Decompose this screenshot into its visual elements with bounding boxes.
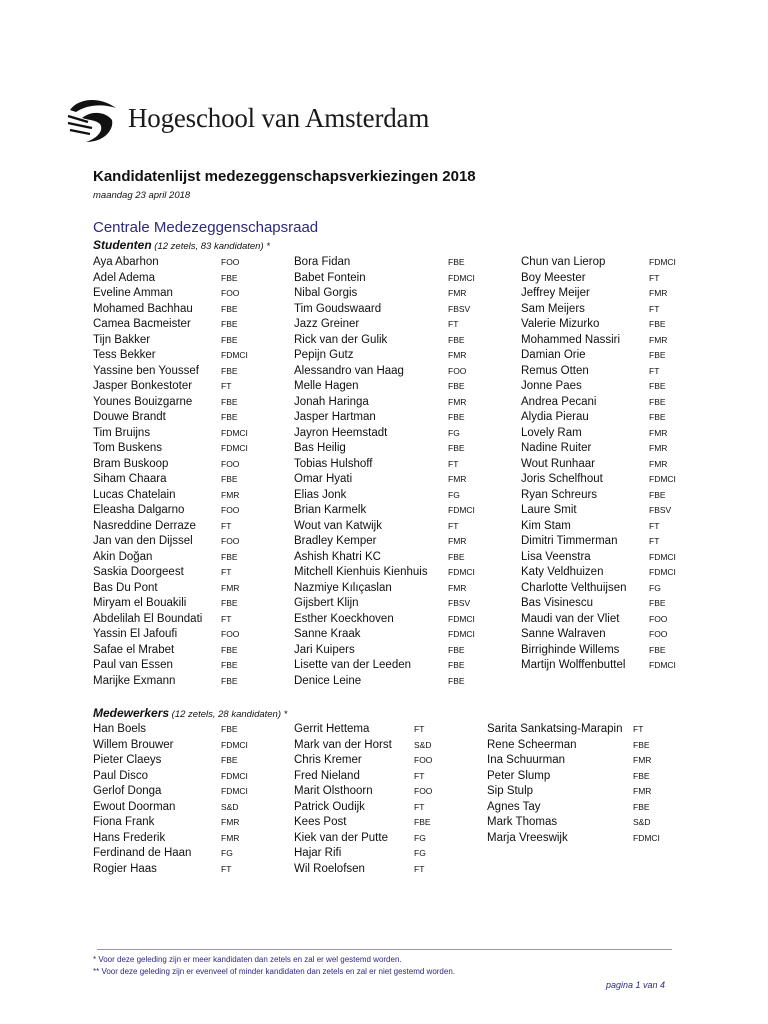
faculty-code: FT	[414, 863, 425, 874]
faculty-code: FT	[221, 520, 232, 531]
candidate-name: Bradley Kemper	[294, 535, 377, 547]
faculty-code: FBE	[221, 660, 238, 670]
faculty-code: FBE	[221, 755, 238, 765]
faculty-code: FG	[649, 582, 661, 593]
candidate-name: Jan van den Dijssel	[93, 535, 193, 547]
candidate-name: Lisette van der Leeden	[294, 659, 412, 671]
faculty-code: FBE	[221, 474, 238, 484]
candidate-name: Gerlof Donga	[93, 785, 162, 797]
candidate-name: Dimitri Timmerman	[521, 535, 618, 547]
faculty-code: FMR	[448, 396, 467, 407]
candidate-name: Alessandro van Haag	[294, 364, 404, 377]
faculty-code: FBE	[448, 443, 465, 453]
candidate-name: Jari Kuipers	[294, 643, 355, 656]
candidate-name: Aya Abarhon	[93, 256, 159, 268]
students-note: (12 zetels, 83 kandidaten) *	[151, 241, 270, 252]
students-label: Studenten	[93, 238, 152, 252]
faculty-code: FDMCI	[649, 660, 676, 670]
faculty-code: FBE	[649, 412, 666, 422]
faculty-code: FG	[448, 489, 460, 500]
candidate-name: Mark Thomas	[487, 816, 558, 828]
candidate-name: Yassine ben Youssef	[93, 364, 199, 377]
candidate-name: Bas Visinescu	[521, 597, 594, 609]
candidate-name: Paul Disco	[93, 769, 148, 782]
candidate-name: Rogier Haas	[93, 862, 157, 875]
faculty-code: FG	[448, 427, 460, 438]
candidate-name: Chris Kremer	[294, 754, 362, 766]
candidate-name: Kim Stam	[521, 519, 571, 532]
faculty-code: FMR	[448, 536, 467, 546]
candidate-name: Hajar Rifi	[294, 847, 342, 859]
faculty-code: FMR	[448, 474, 467, 484]
candidate-name: Martijn Wolffenbuttel	[521, 659, 626, 671]
faculty-code: FOO	[649, 629, 668, 639]
faculty-code: FMR	[221, 817, 240, 827]
candidate-name: Siham Chaara	[93, 473, 167, 485]
candidate-name: Tijn Bakker	[93, 333, 151, 346]
faculty-code: FOO	[221, 458, 240, 469]
candidate-name: Nadine Ruiter	[521, 442, 592, 454]
faculty-code: FBE	[649, 598, 666, 608]
candidate-name: Mohammed Nassiri	[521, 333, 621, 346]
candidate-name: Marijke Exmann	[93, 674, 176, 687]
faculty-code: FBSV	[649, 505, 672, 515]
candidate-name: Adel Adema	[93, 271, 156, 284]
faculty-code: FBE	[221, 365, 238, 376]
candidate-name: Saskia Doorgeest	[93, 566, 184, 578]
faculty-code: FBE	[221, 551, 238, 562]
candidate-name: Elias Jonk	[294, 488, 347, 501]
candidate-name: Patrick Oudijk	[294, 800, 365, 813]
candidate-name: Babet Fontein	[294, 271, 366, 284]
students-heading	[93, 238, 270, 252]
candidate-name: Mitchell Kienhuis Kienhuis	[294, 566, 428, 578]
candidate-name: Omar Hyati	[294, 473, 353, 485]
candidate-name: Valerie Mizurko	[521, 318, 600, 330]
page-number: pagina 1 van 4	[606, 980, 666, 990]
faculty-code: FBE	[221, 396, 238, 407]
faculty-code: S&D	[221, 801, 239, 812]
faculty-code: FDMCI	[633, 832, 660, 843]
faculty-code: FT	[649, 272, 660, 283]
faculty-code: FMR	[221, 489, 240, 500]
candidate-name: Nibal Gorgis	[294, 287, 358, 299]
faculty-code: FMR	[649, 458, 668, 469]
faculty-code: FT	[649, 365, 660, 376]
faculty-code: FDMCI	[221, 427, 248, 438]
staff-heading	[93, 706, 287, 720]
faculty-code: FG	[221, 848, 233, 858]
faculty-code: FMR	[448, 288, 467, 298]
hva-logo-icon	[66, 96, 118, 144]
faculty-code: FBE	[633, 770, 650, 781]
candidate-name: Wout van Katwijk	[294, 519, 382, 532]
candidate-name: Sanne Walraven	[521, 628, 606, 640]
faculty-code: FMR	[649, 427, 668, 438]
candidate-name: Ashish Khatri KC	[294, 550, 381, 563]
candidate-name: Jeffrey Meijer	[521, 287, 590, 299]
faculty-code: FDMCI	[448, 505, 475, 515]
candidate-name: Pepijn Gutz	[294, 349, 354, 361]
candidate-name: Safae el Mrabet	[93, 643, 175, 656]
candidate-name: Jazz Greiner	[294, 318, 360, 330]
faculty-code: FOO	[221, 288, 240, 298]
candidate-name: Willem Brouwer	[93, 738, 174, 751]
faculty-code: FBSV	[448, 303, 471, 314]
faculty-code: S&D	[633, 817, 651, 827]
faculty-code: FDMCI	[221, 770, 248, 781]
faculty-code: FMR	[649, 443, 668, 453]
faculty-code: FMR	[221, 832, 240, 843]
faculty-code: FT	[448, 458, 459, 469]
candidate-name: Charlotte Velthuijsen	[521, 581, 627, 594]
faculty-code: FBE	[649, 644, 666, 655]
candidate-name: Bas Du Pont	[93, 581, 158, 594]
candidate-name: Eveline Amman	[93, 287, 173, 299]
faculty-code: FBE	[649, 319, 666, 329]
faculty-code: FT	[414, 801, 425, 812]
faculty-code: FBE	[448, 675, 465, 686]
faculty-code: FMR	[649, 334, 668, 345]
candidate-name: Marja Vreeswijk	[487, 831, 568, 844]
faculty-code: FT	[649, 303, 660, 314]
candidate-name: Jasper Bonkestoter	[93, 380, 193, 392]
footer-divider	[97, 949, 672, 950]
candidate-name: Brian Karmelk	[294, 504, 367, 516]
faculty-code: FBE	[448, 660, 465, 670]
faculty-code: FBE	[221, 303, 238, 314]
candidate-name: Sarita Sankatsing-Marapin	[487, 723, 623, 735]
candidate-name: Birrighinde Willems	[521, 643, 620, 656]
faculty-code: FOO	[448, 365, 467, 376]
faculty-code: FDMCI	[649, 567, 676, 577]
faculty-code: FBE	[448, 257, 465, 267]
candidate-name: Jonah Haringa	[294, 395, 369, 408]
faculty-code: FT	[221, 613, 232, 624]
candidate-name: Jasper Hartman	[294, 411, 376, 423]
faculty-code: FDMCI	[221, 443, 248, 453]
footnote-2: ** Voor deze geleding zijn er evenveel of minder kandidaten dan zetels en zal er niet gestemd worden.	[93, 967, 456, 976]
candidate-name: Nasreddine Derraze	[93, 519, 196, 532]
faculty-code: FBE	[448, 551, 465, 562]
candidate-name: Hans Frederik	[93, 831, 166, 844]
faculty-code: FOO	[414, 786, 433, 796]
faculty-code: FBE	[221, 272, 238, 283]
faculty-code: FDMCI	[221, 739, 248, 750]
candidate-name: Jonne Paes	[521, 380, 582, 392]
faculty-code: FBE	[221, 334, 238, 345]
candidate-name: Katy Veldhuizen	[521, 566, 604, 578]
faculty-code: FBE	[448, 381, 465, 391]
candidate-name: Bram Buskoop	[93, 457, 169, 470]
candidate-name: Jayron Heemstadt	[294, 426, 388, 439]
staff-label: Medewerkers	[93, 706, 170, 720]
faculty-code: FDMCI	[448, 272, 475, 283]
faculty-code: FDMCI	[448, 613, 475, 624]
faculty-code: FBE	[221, 598, 238, 608]
faculty-code: FBE	[221, 412, 238, 422]
candidate-name: Denice Leine	[294, 674, 362, 687]
faculty-code: FOO	[221, 536, 240, 546]
faculty-code: FBE	[633, 739, 650, 750]
candidate-name: Tom Buskens	[93, 442, 163, 454]
faculty-code: FDMCI	[649, 257, 676, 267]
candidate-name: Rick van der Gulik	[294, 333, 388, 346]
candidate-name: Mark van der Horst	[294, 738, 392, 751]
candidate-name: Paul van Essen	[93, 659, 173, 671]
candidate-name: Tim Goudswaard	[294, 302, 382, 315]
candidate-name: Douwe Brandt	[93, 411, 166, 423]
faculty-code: FDMCI	[448, 629, 475, 639]
candidate-name: Han Boels	[93, 723, 147, 735]
faculty-code: FBE	[649, 350, 666, 360]
faculty-code: FBE	[649, 381, 666, 391]
candidate-name: Joris Schelfhout	[521, 473, 603, 485]
candidate-name: Tobias Hulshoff	[294, 457, 373, 470]
candidate-name: Yassin El Jafoufi	[93, 628, 178, 640]
candidate-name: Fred Nieland	[294, 769, 360, 782]
faculty-code: FG	[414, 832, 426, 843]
faculty-code: FOO	[649, 613, 668, 624]
candidate-name: Agnes Tay	[487, 800, 541, 813]
candidate-name: Akin Doğan	[93, 550, 153, 563]
faculty-code: FT	[649, 536, 660, 546]
faculty-code: FT	[448, 520, 459, 531]
candidate-name: Ewout Doorman	[93, 800, 176, 813]
candidate-name: Lisa Veenstra	[521, 550, 591, 563]
candidate-name: Peter Slump	[487, 769, 551, 782]
candidate-name: Eleasha Dalgarno	[93, 504, 185, 516]
faculty-code: FBE	[448, 412, 465, 422]
council-heading: Centrale Medezeggenschapsraad	[93, 219, 319, 236]
faculty-code: FMR	[221, 582, 240, 593]
candidate-name: Pieter Claeys	[93, 754, 162, 766]
candidate-name: Younes Bouizgarne	[93, 395, 193, 408]
candidate-name: Fiona Frank	[93, 816, 155, 828]
faculty-code: FBE	[649, 396, 666, 407]
document-date: maandag 23 april 2018	[93, 190, 191, 201]
faculty-code: FT	[221, 381, 232, 391]
candidate-name: Tim Bruijns	[93, 426, 151, 439]
faculty-code: FMR	[448, 350, 467, 360]
faculty-code: FMR	[633, 755, 652, 765]
candidate-name: Abdelilah El Boundati	[93, 612, 203, 625]
candidate-name: Esther Koeckhoven	[294, 612, 394, 625]
candidate-name: Mohamed Bachhau	[93, 302, 193, 315]
candidate-name: Andrea Pecani	[521, 395, 597, 408]
faculty-code: FBE	[221, 644, 238, 655]
candidate-name: Lovely Ram	[521, 426, 582, 439]
candidate-name: Ryan Schreurs	[521, 488, 598, 501]
candidate-name: Damian Orie	[521, 349, 586, 361]
faculty-code: FT	[414, 770, 425, 781]
faculty-code: FBE	[633, 801, 650, 812]
faculty-code: FDMCI	[649, 551, 676, 562]
faculty-code: FDMCI	[221, 786, 248, 796]
faculty-code: FOO	[221, 257, 240, 267]
candidate-name: Gijsbert Klijn	[294, 597, 359, 609]
faculty-code: FG	[414, 848, 426, 858]
faculty-code: FDMCI	[448, 567, 475, 577]
candidate-name: Alydia Pierau	[521, 411, 589, 423]
institution-name: Hogeschool van Amsterdam	[128, 103, 430, 133]
candidate-name: Rene Scheerman	[487, 738, 577, 751]
candidate-name: Bas Heilig	[294, 442, 346, 454]
candidate-name: Kees Post	[294, 816, 347, 828]
faculty-code: FBE	[221, 319, 238, 329]
faculty-code: FMR	[448, 582, 467, 593]
footnote-1: * Voor deze geleding zijn er meer kandidaten dan zetels en zal er wel gestemd worden.	[93, 955, 402, 964]
candidate-name: Lucas Chatelain	[93, 488, 176, 501]
candidate-name: Miryam el Bouakili	[93, 597, 187, 609]
faculty-code: FT	[649, 520, 660, 531]
faculty-code: FBE	[448, 644, 465, 655]
candidate-name: Chun van Lierop	[521, 256, 606, 268]
faculty-code: FMR	[649, 288, 668, 298]
candidate-name: Gerrit Hettema	[294, 723, 370, 735]
faculty-code: FOO	[221, 629, 240, 639]
candidate-name: Nazmiye Kılıçaslan	[294, 581, 392, 594]
faculty-code: FT	[221, 567, 232, 577]
faculty-code: FDMCI	[649, 474, 676, 484]
faculty-code: FMR	[633, 786, 652, 796]
faculty-code: S&D	[414, 739, 432, 750]
candidate-name: Wout Runhaar	[521, 457, 595, 470]
candidate-name: Sanne Kraak	[294, 628, 361, 640]
faculty-code: FDMCI	[221, 350, 248, 360]
candidate-name: Camea Bacmeister	[93, 318, 191, 330]
candidate-name: Ina Schuurman	[487, 754, 565, 766]
faculty-code: FOO	[221, 505, 240, 515]
faculty-code: FT	[448, 319, 459, 329]
candidate-name: Tess Bekker	[93, 349, 156, 361]
document-title: Kandidatenlijst medezeggenschapsverkiezingen 2018	[93, 168, 476, 185]
candidate-name: Melle Hagen	[294, 380, 359, 392]
faculty-code: FT	[221, 863, 232, 874]
candidate-name: Maudi van der Vliet	[521, 612, 620, 625]
candidate-name: Boy Meester	[521, 271, 586, 284]
faculty-code: FT	[633, 724, 644, 734]
faculty-code: FBE	[448, 334, 465, 345]
faculty-code: FBE	[221, 675, 238, 686]
faculty-code: FBSV	[448, 598, 471, 608]
candidate-name: Kiek van der Putte	[294, 831, 388, 844]
candidate-name: Marit Olsthoorn	[294, 785, 373, 797]
staff-note: (12 zetels, 28 kandidaten) *	[169, 709, 288, 720]
faculty-code: FBE	[649, 489, 666, 500]
candidate-name: Wil Roelofsen	[294, 862, 365, 875]
faculty-code: FT	[414, 724, 425, 734]
candidate-name: Sam Meijers	[521, 302, 585, 315]
candidate-name: Laure Smit	[521, 504, 577, 516]
candidate-name: Remus Otten	[521, 364, 589, 377]
candidate-name: Bora Fidan	[294, 256, 351, 268]
faculty-code: FBE	[221, 724, 238, 734]
candidate-name: Ferdinand de Haan	[93, 847, 192, 859]
candidate-name: Sip Stulp	[487, 785, 534, 797]
faculty-code: FBE	[414, 817, 431, 827]
faculty-code: FOO	[414, 755, 433, 765]
